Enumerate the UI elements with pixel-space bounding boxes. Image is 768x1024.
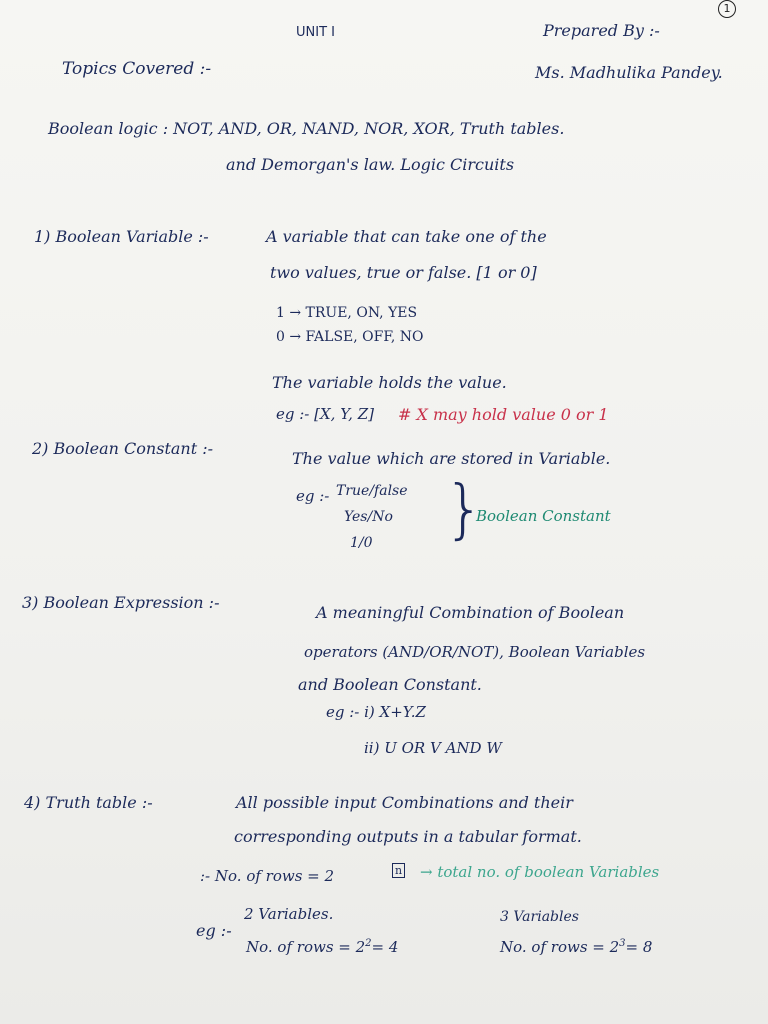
boolean-expression-def-1: A meaningful Combination of Boolean [316, 603, 625, 622]
boolean-expression-example-2: ii) U OR V AND W [364, 739, 502, 757]
topics-line-2: and Demorgan's law. Logic Circuits [226, 155, 515, 174]
boolean-variable-def-2: two values, true or false. [1 or 0] [270, 263, 537, 282]
variable-value-note: # X may hold value 0 or 1 [398, 405, 609, 424]
prepared-by-label: Prepared By :- [543, 21, 660, 40]
example-two-exponent: 2 [365, 938, 372, 949]
curly-brace-icon: } [444, 473, 485, 547]
rows-formula-note: → total no. of boolean Variables [420, 863, 660, 881]
constant-example-yes-no: Yes/No [344, 509, 393, 525]
boolean-variable-example: eg :- [X, Y, Z] [276, 405, 374, 423]
value-one-meaning: 1 → TRUE, ON, YES [276, 305, 418, 321]
boolean-expression-def-3: and Boolean Constant. [298, 675, 482, 694]
boolean-variable-title: 1) Boolean Variable :- [34, 227, 209, 246]
boolean-constant-title: 2) Boolean Constant :- [32, 439, 214, 458]
rows-formula-exponent [392, 860, 405, 878]
page-number: 1 [718, 0, 736, 18]
exponent-n-box: n [392, 863, 405, 878]
unit-title: UNIT I [296, 25, 335, 40]
constant-example-one-zero: 1/0 [350, 535, 373, 551]
topics-line-1: Boolean logic : NOT, AND, OR, NAND, NOR, XOR, Truth tables. [48, 119, 565, 138]
topics-heading: Topics Covered :- [62, 59, 212, 79]
example-three-variables-title: 3 Variables [500, 909, 579, 925]
value-zero-meaning: 0 → FALSE, OFF, NO [276, 329, 424, 345]
example-two-variables-formula [246, 938, 398, 956]
boolean-expression-example-1: eg :- i) X+Y.Z [326, 703, 426, 721]
truth-table-title: 4) Truth table :- [24, 793, 153, 812]
boolean-constant-label: Boolean Constant [476, 507, 611, 525]
truth-table-eg-label: eg :- [196, 921, 232, 940]
constant-example-true-false: True/false [336, 483, 408, 499]
truth-table-def-1: All possible input Combinations and their [236, 793, 573, 812]
truth-table-def-2: corresponding outputs in a tabular format. [234, 827, 582, 846]
boolean-constant-eg-label: eg :- [296, 487, 330, 505]
example-three-exponent: 3 [619, 938, 626, 949]
boolean-expression-title: 3) Boolean Expression :- [22, 593, 220, 612]
example-two-formula-text: No. of rows = 2 [246, 938, 366, 956]
boolean-variable-def-1: A variable that can take one of the [266, 227, 547, 246]
example-two-result: = 4 [371, 938, 399, 956]
boolean-constant-def: The value which are stored in Variable. [292, 449, 611, 468]
example-two-variables-title: 2 Variables. [244, 905, 334, 923]
example-three-formula-text: No. of rows = 2 [500, 938, 620, 956]
boolean-expression-def-2: operators (AND/OR/NOT), Boolean Variables [304, 643, 646, 661]
variable-holds-value: The variable holds the value. [272, 373, 507, 392]
author-name: Ms. Madhulika Pandey. [535, 63, 723, 82]
example-three-variables-formula [500, 938, 652, 956]
example-three-result: = 8 [625, 938, 653, 956]
rows-formula: :- No. of rows = 2 [200, 867, 335, 885]
